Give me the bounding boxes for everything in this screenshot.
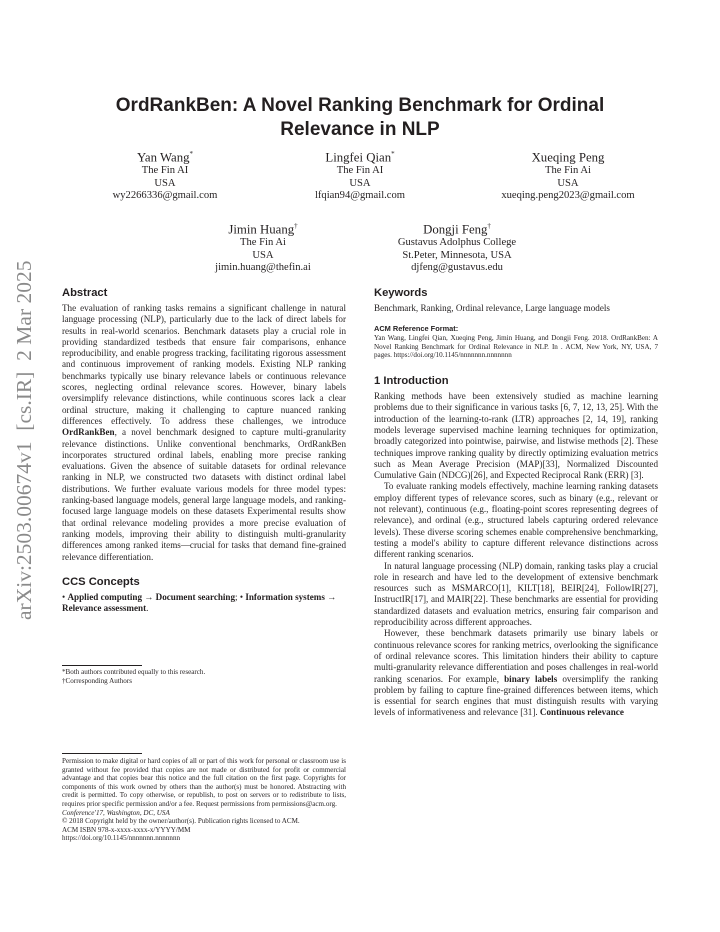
intro-paragraph-1: Ranking methods have been extensively studied as machine learning problems due to their significance in various tasks [6, 7, 12, 13, 25]. With the introduction of the learning-to-rank (LTR) approaches [2, 14, 19], ranking models leverage supervised machine learning techniques for optimization, broadly categorized into pointwise, pairwise, and listwise methods [2]. These techniques improve ranking quality by directly optimizing evaluation metrics such as Mean Average Precision (MAP)[33], Normalized Discounted Cumulative Gain (NDCG)[26], and Expected Reciprocal Rank (ERR) [3]. (374, 391, 658, 481)
author-name: Dongji Feng (423, 222, 488, 237)
intro-paragraph-2: To evaluate ranking models effectively, machine learning ranking datasets employ different types of relevance scores, such as binary (e.g., relevant or not relevant), continuous (e.g., floating-point scores representing degrees of relevance), and ordinal (e.g., structured labels capturing ordered relevance levels). These diverse scoring schemes enable comprehensive benchmarking, testing a model's ability to capture different relevance distinctions across different ranking scenarios. (374, 481, 658, 560)
footnote-equal: *Both authors contributed equally to this research. (62, 668, 206, 676)
author-email[interactable]: wy2266336@gmail.com (112, 190, 218, 202)
acm-reference-heading: ACM Reference Format: (374, 324, 459, 334)
author-mark: † (294, 222, 298, 230)
author-block (285, 147, 435, 203)
abstract-text (62, 303, 346, 563)
intro-p4-bold-a: binary labels (504, 673, 558, 684)
author-email[interactable]: xueqing.peng2023@gmail.com (501, 190, 635, 202)
author-country: USA (252, 249, 274, 261)
author-name: Yan Wang (136, 150, 190, 165)
author-block (372, 219, 542, 275)
intro-p4-bold-b: Continuous relevance (539, 707, 624, 718)
keywords-text: Benchmark, Ranking, Ordinal relevance, Large language models (374, 303, 610, 313)
copyright-line: © 2018 Copyright held by the owner/author(s). Publication rights licensed to ACM. (62, 817, 300, 826)
permission-text: Permission to make digital or hard copies of all or part of this work for personal or classroom use is granted without fee provided that copies are not made or distributed for profit or commercial advantage and that copies bear this notice and the full citation on the first page. Copyrights for components of this work owned by others than the author(s) must be honored. Abstracting with credit is permitted. To copy otherwise, or republish, to post on servers or to redistribute to lists, requires prior specific permission and/or a fee. Request permissions from permissions@acm.org. (62, 757, 346, 808)
ccs-item-2: Information systems → Relevance assessment (62, 591, 337, 614)
author-affiliation: The Fin Ai (240, 237, 286, 249)
ccs-bullet: • (62, 591, 68, 602)
author-country: USA (557, 177, 579, 189)
author-affiliation: The Fin AI (336, 165, 384, 177)
permission-block (62, 757, 346, 843)
abstract-heading: Abstract (62, 287, 108, 299)
author-country: St.Peter, Minnesota, USA (402, 249, 512, 261)
author-country: USA (349, 177, 371, 189)
author-mark: † (487, 222, 491, 230)
footnote-corresponding: †Corresponding Authors (62, 676, 132, 685)
title-line-1: OrdRankBen: A Novel Ranking Benchmark for Ordinal (115, 95, 605, 116)
author-name: Xueqing Peng (531, 150, 605, 165)
author-mark: * (391, 150, 395, 158)
ccs-text (62, 592, 346, 615)
ccs-separator: ; • (235, 591, 246, 602)
author-name: Lingfei Qian (325, 150, 392, 165)
acm-reference-text: Yan Wang, Lingfei Qian, Xueqing Peng, Jimin Huang, and Dongji Feng. 2018. OrdRankBen: A Novel Ranking Benchmark for Ordinal Relevance in NLP. In . ACM, New York, NY, USA, 7 pages. https://doi.org/10.1145/nnnnnnn.nnnnnnn (374, 334, 658, 360)
author-email[interactable]: jimin.huang@thefin.ai (215, 262, 311, 274)
abstract-part-1: The evaluation of ranking tasks remains a significant challenge in natural language processing (NLP), particularly due to the lack of direct labels for results in real-world scenarios. Benchmark datasets play a crucial role in providing standardized testbeds that ensure fair comparisons, enhance reproducibility, and enable progress tracking, facilitating rigorous assessment and continuous improvement of ranking models. Existing NLP ranking benchmarks typically use binary relevance labels or continuous relevance scores, neglecting ordinal relevance scores. However, binary labels oversimplify relevance distinctions, while continuous scores lack a clear ordinal structure, making it challenging to capture nuanced ranking differences effectively. To address these challenges, we introduce (62, 303, 346, 426)
author-affiliation: The Fin AI (141, 165, 189, 177)
isbn-line: ACM ISBN 978-x-xxxx-xxxx-x/YYYY/MM (62, 825, 191, 834)
abstract-part-2: , a novel benchmark designed to capture multi-granularity relevance distinctions. Unlike conventional benchmarks, OrdRankBen incorporates structured ordinal labels, enabling more precise ranking evaluations. Given the absence of suitable datasets for ordinal relevance ranking in NLP, we constructed two datasets with distinct ordinal label distributions. We further evaluate various models for three model types: ranking-based language models, general large language models, and ranking-focused large language models on these datasets Experimental results show that ordinal relevance modeling provides a more precise evaluation of ranking models, improving their ability to distinguish multi-granularity differences among ranked items—crucial for tasks that demand fine-grained relevance differentiation. (62, 427, 346, 562)
author-block (483, 147, 653, 203)
doi-link[interactable]: https://doi.org/10.1145/nnnnnnn.nnnnnnn (62, 834, 181, 843)
author-block (90, 147, 240, 203)
arxiv-stamp (6, 230, 40, 630)
author-country: USA (154, 177, 176, 189)
conference-line: Conference'17, Washington, DC, USA (62, 808, 170, 817)
intro-paragraph-3: In natural language processing (NLP) domain, ranking tasks play a crucial role in research and have led to the development of extensive benchmark resources such as MSMARCO[1], KILT[18], BEIR[24], FollowIR[27], InstructIR[17], and MAIR[22]. These benchmarks are essential for providing standardized datasets and evaluation metrics, ensuring fair comparison and reproducibility across different approaches. (374, 560, 658, 628)
introduction-heading: 1 Introduction (374, 375, 449, 388)
right-column (374, 286, 658, 719)
keywords-heading: Keywords (374, 287, 428, 299)
author-mark: * (189, 150, 194, 158)
intro-p4-text-b: oversimplify the ranking problem by failing to capture fine-grained differences between items, which is essential for search engines that must distinguish results with varying levels of informativeness and relevance [31]. (374, 673, 658, 718)
abstract-bold: OrdRankBen (62, 427, 115, 438)
author-affiliation: The Fin Ai (545, 165, 591, 177)
title-line-2: Relevance in NLP (280, 119, 440, 140)
footnotes (62, 668, 346, 685)
ccs-heading: CCS Concepts (62, 575, 140, 588)
author-affiliation: Gustavus Adolphus College (397, 237, 517, 249)
intro-p4-text-a: However, these benchmark datasets primarily use binary labels or continuous relevance scores for ranking metrics, overlooking the significance of ordinal relevance scores. This limitation hinders their ability to capture multi-granularity relevance differentiation and poses challenges in real-world ranking scenarios. For example, (374, 628, 658, 684)
author-block (188, 219, 338, 275)
permission-rule (62, 753, 142, 754)
ccs-end: . (146, 603, 149, 614)
intro-paragraph-4 (374, 628, 658, 718)
paper-title (80, 94, 640, 142)
footnote-rule (62, 665, 142, 666)
author-email[interactable]: djfeng@gustavus.edu (411, 262, 503, 274)
ccs-item-1: Applied computing → Document searching (67, 591, 236, 602)
author-name: Jimin Huang (228, 222, 295, 237)
author-email[interactable]: lfqian94@gmail.com (314, 190, 406, 202)
left-column (62, 286, 346, 614)
arxiv-stamp-text: arXiv:2503.00674v1 [cs.IR] 2 Mar 2025 (12, 260, 36, 620)
